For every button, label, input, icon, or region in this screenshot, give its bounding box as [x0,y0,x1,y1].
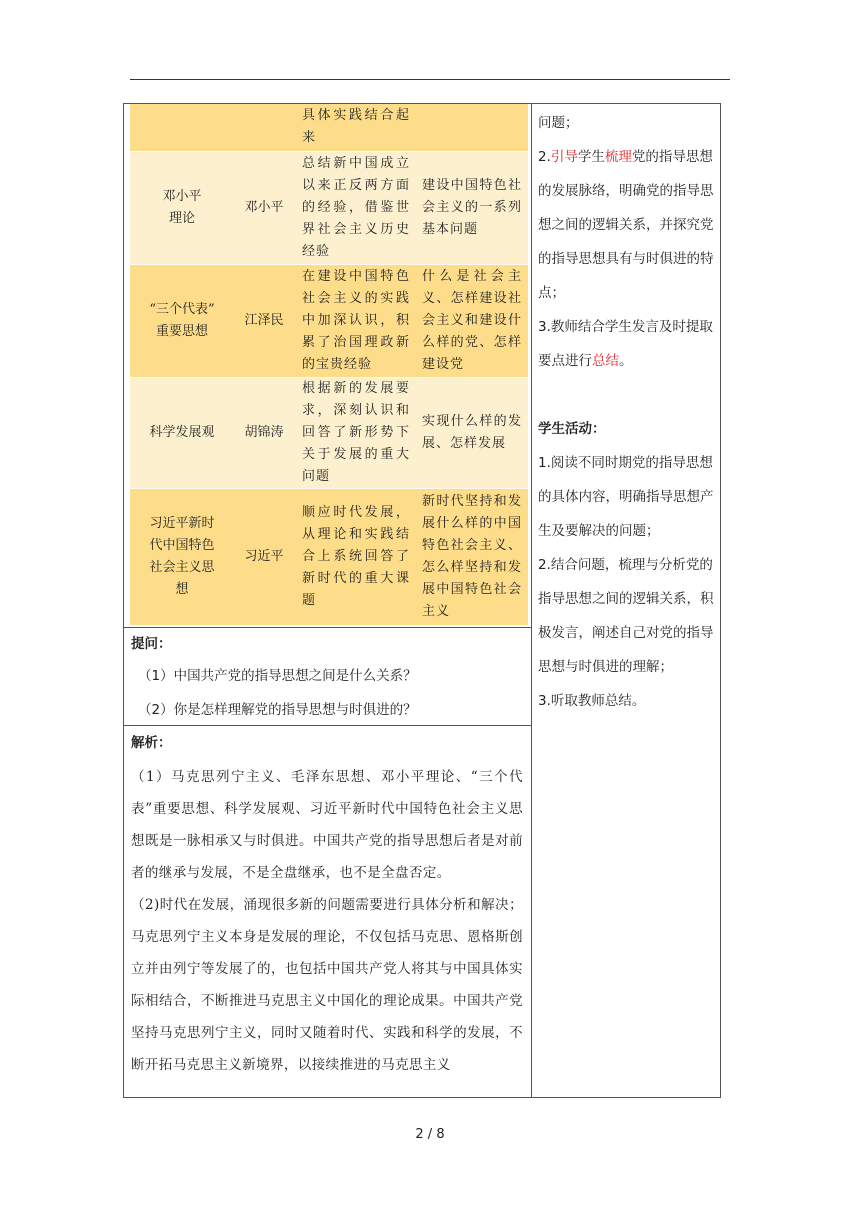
problem-cell [414,104,528,151]
teacher-item-2: 2.引导学生梳理党的指导思想的发展脉络，明确党的指导思想之间的逻辑关系，并探究党的指导思想具有与时俱进的特点； [538,149,714,301]
table-row [130,265,528,377]
analysis-paragraph-1: （1）马克思列宁主义、毛泽东思想、邓小平理论、“三个代表”重要思想、科学发展观、习近平新时代中国特色社会主义思想既是一脉相承又与时俱进。中国共产党的指导思想后者是对前者的继承与发展，不是全盘继承，也不是全盘否定。 [131,769,523,881]
section-divider [123,725,532,726]
theory-cell: “三个代表” 重要思想 [149,302,215,339]
highlight-guide: 引导 [550,149,578,165]
problem-cell: 新时代坚持和发展什么样的中国特色社会主义、怎么样坚持和发展中国特色社会主义 [422,494,522,619]
activity-column [538,106,716,718]
theory-cell [130,104,234,151]
theory-cell: 科学发展观 [149,425,215,440]
student-activity-title: 学生活动： [538,421,606,437]
student-item-1: 1.阅读不同时期党的指导思想的具体内容，明确指导思想产生及要解决的问题； [538,455,714,539]
section-divider [123,627,532,628]
background-cell: 根据新的发展要求，深刻认识和回答了新形势下关于发展的重大问题 [302,381,410,484]
student-item-2: 2.结合问题，梳理与分析党的指导思想之间的逻辑关系，积极发言，阐述自己对党的指导思想与时俱进的理解； [538,557,714,675]
person-cell: 江泽民 [244,313,284,328]
background-cell: 总结新中国成立以来正反两方面的经验，借鉴世界社会主义历史经验 [302,156,410,259]
student-item-3: 3.听取教师总结。 [538,693,646,709]
analysis-title: 解析： [131,735,172,751]
table-row [130,152,528,264]
table-row [130,104,528,151]
background-cell: 具体实践结合起来 [302,108,410,145]
person-cell: 邓小平 [244,200,284,215]
table-row [130,489,528,625]
person-cell: 习近平 [244,549,284,564]
background-cell: 顺应时代发展，从理论和实践结合上系统回答了新时代的重大课题 [302,505,410,608]
highlight-summary: 总结 [592,353,619,369]
highlight-sort: 梳理 [604,149,632,165]
question-1: （1）中国共产党的指导思想之间是什么关系？ [138,668,417,684]
person-cell [234,104,294,151]
problem-cell: 什么是社会主义、怎样建设社会主义和建设什么样的党、怎样建设党 [422,269,522,372]
theory-cell: 邓小平 理论 [162,189,202,226]
teacher-item-3: 3.教师结合学生发言及时提取要点进行总结。 [538,319,713,369]
question-2: （2）你是怎样理解党的指导思想与时俱进的？ [138,702,417,718]
questions-title: 提问： [131,636,172,652]
analysis-paragraph-2: （2)时代在发展，涌现很多新的问题需要进行具体分析和解决；马克思列宁主义本身是发展的理论，不仅包括马克思、恩格斯创立并由列宁等发展了的，也包括中国共产党人将其与中国具体实际相结合，不断推进马克思主义中国化的理论成果。中国共产党坚持马克思列宁主义，同时又随着时代、实践和科学的发展，不断开拓马克思主义新境界，以接续推进的马克思主义 [131,897,523,1073]
page-number: 2 / 8 [415,1127,445,1142]
table-row [130,378,528,488]
teacher-item-1-tail: 问题； [538,115,579,131]
problem-cell: 实现什么样的发展、怎样发展 [422,414,522,451]
problem-cell: 建设中国特色社会主义的一系列基本问题 [422,178,522,237]
header-rule [130,79,730,80]
column-divider [531,103,532,1098]
background-cell: 在建设中国特色社会主义的实践中加深认识，积累了治国理政新的宝贵经验 [302,269,410,372]
person-cell: 胡锦涛 [244,425,284,440]
theory-cell: 习近平新时 代中国特色 社会主义思 想 [149,516,215,597]
